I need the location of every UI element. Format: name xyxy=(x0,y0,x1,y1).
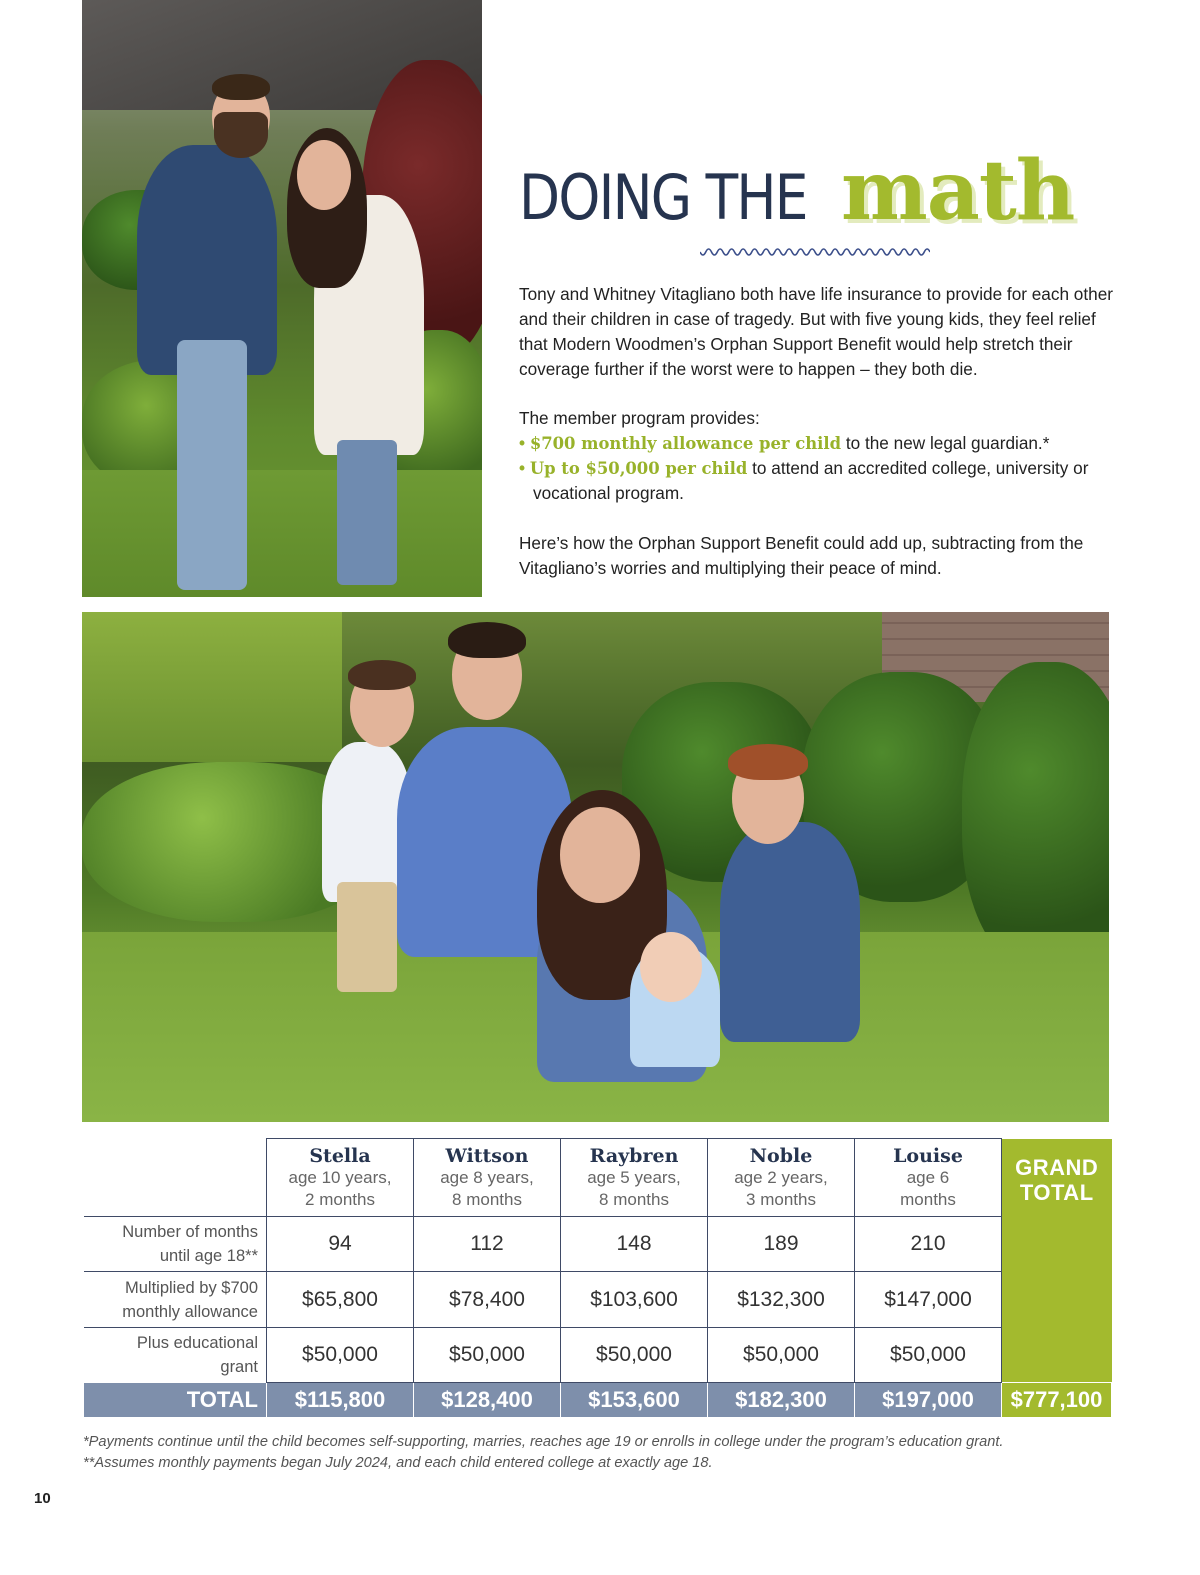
child-header-louise xyxy=(855,1139,1002,1217)
allowance-text: to the new legal guardian.* xyxy=(841,433,1050,453)
bullet-dot-icon: • xyxy=(519,458,526,478)
parents-photo xyxy=(82,0,482,597)
total-cell: $153,600 xyxy=(561,1383,708,1418)
child-header-wittson xyxy=(414,1139,561,1217)
row-label-education: Plus educational grant xyxy=(84,1328,267,1383)
table-cell: $147,000 xyxy=(855,1272,1002,1328)
table-cell: 189 xyxy=(708,1217,855,1272)
child-header-stella xyxy=(267,1139,414,1217)
heading-emphasis: math xyxy=(841,143,1075,239)
total-cell: $115,800 xyxy=(267,1383,414,1418)
table-cell: $103,600 xyxy=(561,1272,708,1328)
bullet-allowance xyxy=(519,431,1119,456)
closing-paragraph xyxy=(519,531,1119,581)
table-cell: 148 xyxy=(561,1217,708,1272)
row-label-allowance: Multiplied by $700 monthly allowance xyxy=(84,1272,267,1328)
child-name: Stella xyxy=(309,1144,371,1167)
child-age: 8 months xyxy=(599,1189,669,1209)
program-lead: The member program provides: xyxy=(519,408,760,428)
total-cell: $197,000 xyxy=(855,1383,1002,1418)
intro-text: Tony and Whitney Vitagliano both have life insurance to provide for each other and their children in case of tragedy. But with five young kids, they feel relief that Modern Woodmen’s Orphan Support Benefit would help stretch their coverage further if the worst were to happen – they both die. xyxy=(519,284,1113,379)
child-name: Raybren xyxy=(589,1144,679,1167)
decorative-wave-divider xyxy=(700,248,930,260)
benefit-table xyxy=(83,1138,1112,1418)
child-age: age 8 years, xyxy=(440,1167,534,1187)
child-header-noble xyxy=(708,1139,855,1217)
table-cell: 112 xyxy=(414,1217,561,1272)
table-cell: $132,300 xyxy=(708,1272,855,1328)
closing-text: Here’s how the Orphan Support Benefit could add up, subtracting from the Vitagliano’s worries and multiplying their peace of mind. xyxy=(519,533,1084,578)
page-number: 10 xyxy=(34,1490,51,1507)
bullet-education xyxy=(519,456,1119,506)
child-age: 3 months xyxy=(746,1189,816,1209)
table-cell: $78,400 xyxy=(414,1272,561,1328)
allowance-highlight: $700 monthly allowance per child xyxy=(529,434,842,453)
footnotes xyxy=(83,1432,1003,1474)
child-age: age 2 years, xyxy=(734,1167,828,1187)
education-text: to attend an accredited college, university or vocational program. xyxy=(533,458,1089,503)
children-photo xyxy=(82,612,1109,1122)
table-cell: $50,000 xyxy=(708,1328,855,1383)
total-cell: $128,400 xyxy=(414,1383,561,1418)
child-name: Louise xyxy=(893,1144,963,1167)
child-age: age 6 xyxy=(906,1167,950,1187)
table-cell: $65,800 xyxy=(267,1272,414,1328)
table-header-row xyxy=(84,1139,1112,1217)
table-cell: 210 xyxy=(855,1217,1002,1272)
child-name: Wittson xyxy=(445,1144,529,1167)
header-empty-cell xyxy=(84,1139,267,1217)
child-age: 8 months xyxy=(452,1189,522,1209)
total-cell: $182,300 xyxy=(708,1383,855,1418)
intro-paragraph xyxy=(519,282,1119,382)
table-row xyxy=(84,1217,1112,1272)
page-heading xyxy=(519,145,1139,245)
footnote-2: **Assumes monthly payments began July 2024, and each child entered college at exactly age 18. xyxy=(83,1455,713,1471)
total-label: TOTAL xyxy=(84,1383,267,1418)
child-age: age 10 years, xyxy=(288,1167,392,1187)
table-cell: $50,000 xyxy=(855,1328,1002,1383)
child-age: age 5 years, xyxy=(587,1167,681,1187)
table-row xyxy=(84,1328,1112,1383)
child-age: 2 months xyxy=(305,1189,375,1209)
table-row xyxy=(84,1272,1112,1328)
child-name: Noble xyxy=(749,1144,813,1167)
education-highlight: Up to $50,000 per child xyxy=(529,459,748,478)
bullet-dot-icon: • xyxy=(519,433,526,453)
row-label-months: Number of months until age 18** xyxy=(84,1217,267,1272)
footnote-1: *Payments continue until the child becomes self-supporting, marries, reaches age 19 or enrolls in college under the program’s education grant. xyxy=(83,1434,1004,1450)
grand-total-label: GRAND xyxy=(1015,1154,1099,1180)
child-age: months xyxy=(900,1189,956,1209)
child-header-raybren xyxy=(561,1139,708,1217)
grand-total-label: TOTAL xyxy=(1019,1179,1094,1205)
table-cell: $50,000 xyxy=(414,1328,561,1383)
heading-prefix: DOING THE xyxy=(519,161,807,234)
table-cell: $50,000 xyxy=(561,1328,708,1383)
total-row xyxy=(84,1383,1112,1418)
table-cell: 94 xyxy=(267,1217,414,1272)
grand-total-value: $777,100 xyxy=(1002,1383,1112,1418)
table-cell: $50,000 xyxy=(267,1328,414,1383)
grand-total-header xyxy=(1002,1139,1112,1383)
program-section xyxy=(519,406,1119,506)
